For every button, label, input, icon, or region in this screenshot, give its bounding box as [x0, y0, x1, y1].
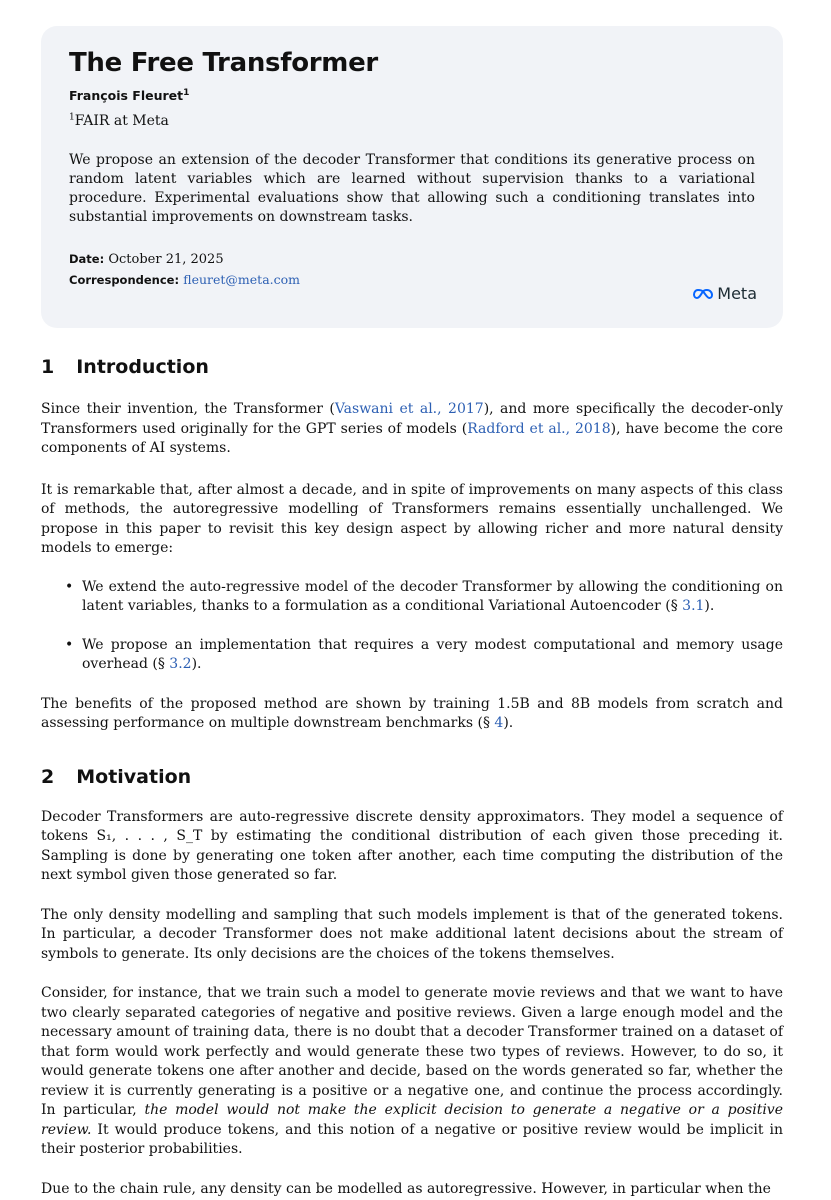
affiliation	[69, 113, 755, 129]
motivation-paragraph-4: Due to the chain rule, any density can be modelled as autoregressive. However, in particular when the	[41, 1180, 771, 1197]
correspondence-line	[69, 270, 755, 291]
abstract: We propose an extension of the decoder Transformer that conditions its generative process on random latent variables which are learned without supervision thanks to a variational procedure. Experimental evaluations show that allowing such a conditioning translates into substantial improvements on downstream tasks.	[69, 152, 755, 225]
intro-paragraph-3	[41, 695, 783, 734]
section-ref-link[interactable]: 3.2	[169, 656, 192, 672]
text-run: We propose an implementation that requires a very modest computational and memory usage overhead (§	[82, 636, 783, 672]
text-run: Since their invention, the Transformer (	[41, 401, 335, 417]
text-run: ), have become the core components of AI systems.	[41, 420, 783, 456]
motivation-paragraph-1: Decoder Transformers are auto-regressive discrete density approximators. They model a sequence of tokens S₁, . . . , S_T by estimating the conditional distribution of each given those preceding it. Sampling is done by generating one token after another, each time computing the distribution of the next symbol given those generated so far.	[41, 808, 783, 883]
contribution-list	[41, 578, 783, 675]
motivation-paragraph-3	[41, 984, 783, 1160]
text-run: ).	[704, 598, 715, 614]
list-item	[41, 636, 783, 675]
email-link[interactable]: fleuret@meta.com	[183, 272, 300, 287]
date-line	[69, 249, 755, 270]
section-number: 1	[41, 356, 55, 378]
intro-paragraph-1	[41, 400, 783, 459]
meta-infinity-icon	[693, 288, 713, 300]
text-run: It would produce tokens, and this notion of a negative or positive review would be implicit in their posterior probabilities.	[41, 1121, 783, 1157]
intro-paragraph-2: It is remarkable that, after almost a decade, and in spite of improvements on many aspects of this class of methods, the autoregressive modelling of Transformers remains essentially unchallenged. We propose in this paper to revisit this key design aspect by allowing richer and more natural density models to emerge:	[41, 481, 783, 556]
text-run: We extend the auto-regressive model of the decoder Transformer by allowing the conditioning on latent variables, thanks to a formulation as a conditional Variational Autoencoder (§	[82, 578, 783, 614]
motivation-paragraph-2: The only density modelling and sampling that such models implement is that of the generated tokens. In particular, a decoder Transformer does not make additional latent decisions about the stream of symbols to generate. Its only decisions are the choices of the tokens themselves.	[41, 906, 783, 962]
text-run: ).	[191, 656, 202, 672]
section-title: Introduction	[76, 356, 209, 378]
list-item	[41, 578, 783, 617]
affiliation-name: FAIR at Meta	[74, 113, 169, 129]
text-run: Consider, for instance, that we train such a model to generate movie reviews and that we want to have two clearly separated categories of negative and positive reviews. Given a large enough model and the necessary amount of training data, there is no doubt that a decoder Transformer trained on a dataset of that form would work perfectly and would generate these two types of reviews. However, to do so, it would generate tokens one after another and decide, based on the words generated so far, whether the review it is currently generating is a positive or a negative one, and continue the process accordingly. In particular,	[41, 985, 783, 1118]
text-run: ), and more specifically the decoder-only Transformers used originally for the GPT series of models (	[41, 401, 783, 437]
section-ref-link[interactable]: 3.1	[682, 598, 705, 614]
section-number: 2	[41, 765, 55, 788]
text-run: The benefits of the proposed method are shown by training 1.5B and 8B models from scratch and assessing performance on multiple downstream benchmarks (§	[41, 695, 783, 731]
section-heading-introduction	[41, 356, 783, 378]
list-item-text	[82, 578, 783, 617]
meta-logo-text: Meta	[717, 284, 757, 303]
author-name: François Fleuret	[69, 88, 184, 103]
section-title: Motivation	[76, 765, 192, 788]
paper-title: The Free Transformer	[69, 48, 378, 78]
text-run: ).	[503, 715, 514, 731]
citation-link[interactable]: Radford et al., 2018	[467, 420, 611, 437]
emphasized-text: the model would not make the explicit decision to generate a negative or a positive review.	[41, 1102, 783, 1138]
list-item-text	[82, 636, 783, 675]
date-label: Date:	[69, 252, 105, 266]
bullet-icon: •	[65, 636, 74, 653]
header-box	[41, 26, 783, 328]
date-value: October 21, 2025	[108, 252, 224, 267]
author-sup: 1	[183, 87, 190, 98]
author	[69, 88, 755, 103]
meta-logo	[693, 284, 757, 303]
meta-info	[69, 249, 755, 291]
affil-sup: 1	[69, 112, 75, 123]
bullet-icon: •	[65, 578, 74, 595]
citation-link[interactable]: Vaswani et al., 2017	[334, 401, 484, 417]
section-ref-link[interactable]: 4	[494, 715, 504, 731]
section-heading-motivation	[41, 766, 783, 788]
paper-body	[41, 356, 783, 1199]
correspondence-label: Correspondence:	[69, 273, 180, 287]
